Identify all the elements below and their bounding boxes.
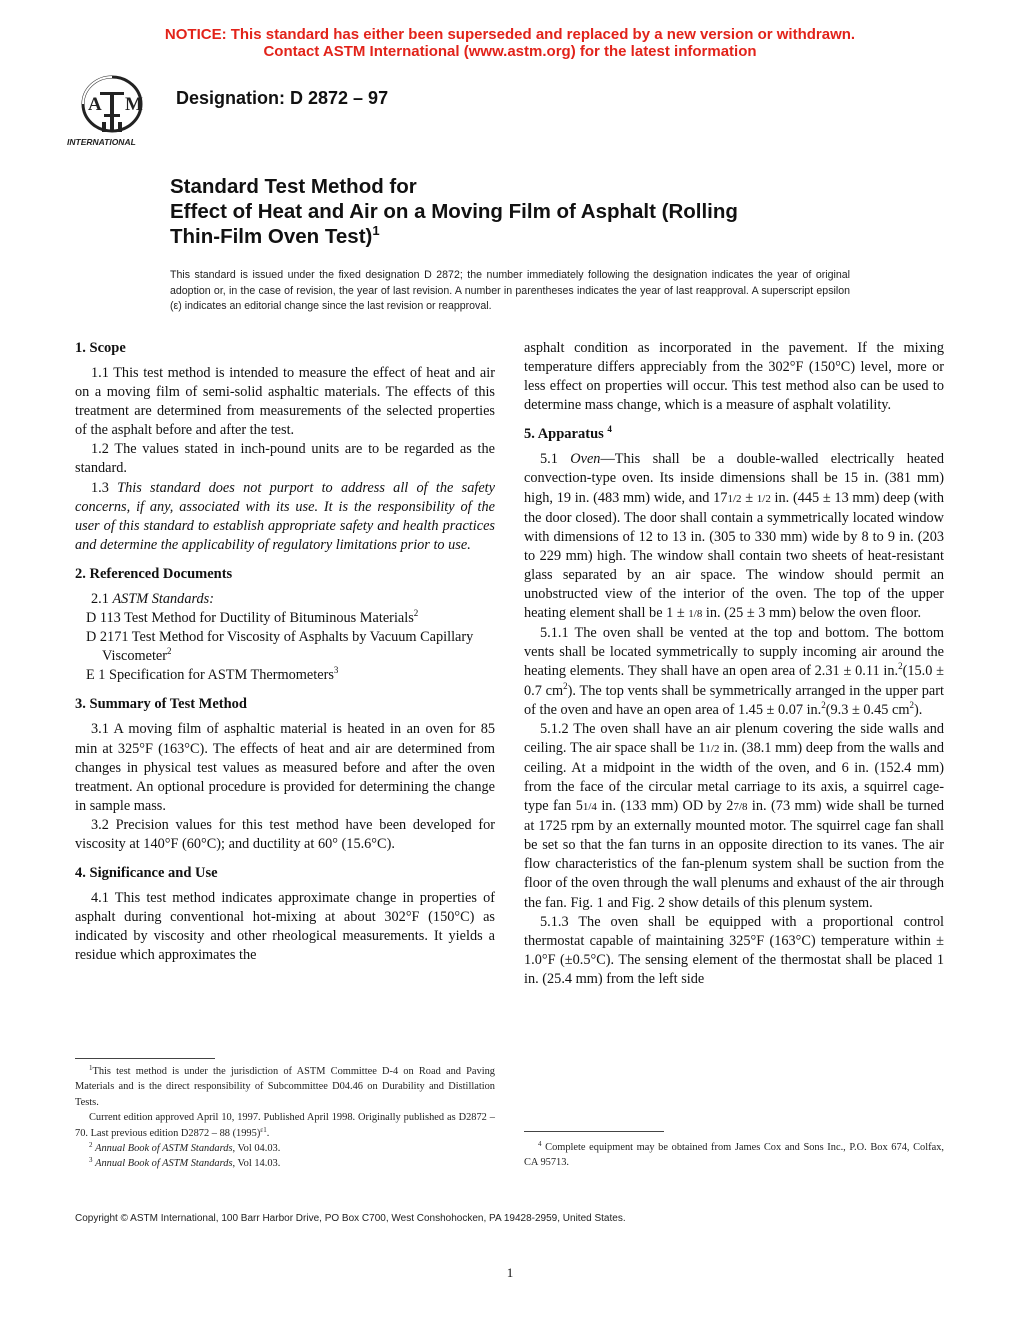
- sup-sq-4: 2: [909, 699, 914, 710]
- withdrawal-notice: [0, 26, 1020, 60]
- frac-quarter: 1/4: [582, 801, 597, 814]
- para-1-1: 1.1 This test method is intended to measure the effect of heat and air on a moving film of semi-solid asphaltic materials. The effects of this treatment are determined from measurements of the selected properties of the asphalt before and after the test.: [75, 365, 495, 439]
- sup-sq-1: 2: [898, 661, 903, 672]
- footnote-4-mark: 4: [538, 1140, 542, 1148]
- logo-letter-m: M: [125, 94, 143, 115]
- footnote-4: [524, 1140, 944, 1171]
- para-3-2: 3.2 Precision values for this test method have been developed for viscosity at 140°F (60°C); and ductility at 60° (15.6°C).: [75, 816, 495, 852]
- astm-logo: [62, 74, 162, 150]
- copyright: Copyright © ASTM International, 100 Barr Harbor Drive, PO Box C700, West Conshohocken, PA 19428-2959, United States.: [75, 1213, 626, 1224]
- footnote-2: [75, 1141, 495, 1156]
- footnote-2-book: Annual Book of ASTM Standards: [95, 1143, 233, 1155]
- para-5-1-d: in. (25 ± 3 mm) below the oven floor.: [702, 605, 922, 622]
- title-line-2: Effect of Heat and Air on a Moving Film of Asphalt (Rolling: [170, 200, 738, 223]
- para-1-3-num: 1.3: [91, 479, 109, 496]
- issued-note: This standard is issued under the fixed designation D 2872; the number immediately following the designation indicates the year of original adoption or, in the case of revision, the year of last revision. A number in parentheses indicates the year of last reapproval. A superscript epsilon (ε) indicates an editorial change since the last revision or reapproval.: [170, 269, 850, 312]
- ref-e1: [75, 666, 495, 685]
- frac-half-3: 1/2: [705, 742, 720, 755]
- para-5-1-1-c: ). The top vents shall be symmetrically arranged in the upper part of the oven and have an open area of 1.45 ± 0.07 in.: [524, 682, 944, 718]
- title-line-3-text: Thin-Film Oven Test): [170, 225, 373, 248]
- notice-line-1: NOTICE: This standard has either been superseded and replaced by a new version or withdrawn.: [164, 26, 856, 43]
- para-1-3: [75, 479, 495, 555]
- para-5-1-2-d: in. (73 mm) wide shall be turned at 1725 rpm by an externally mounted motor. The squirrel cage fan shall be set so that the fan turns in an opposite direction to its vanes. The air flow characteristics of the fan-plenum system shall be suction from the floor of the oven through the wall plenums and exhaust of the air through the fan. Fig. 1 and Fig. 2 show details of this plenum system.: [524, 798, 944, 911]
- right-column: [524, 339, 944, 989]
- ref-d113-text: D 113 Test Method for Ductility of Bituminous Materials: [86, 610, 414, 627]
- title-footnote-mark: 1: [372, 223, 380, 238]
- section-3-heading: 3. Summary of Test Method: [75, 696, 247, 713]
- frac-eighth: 1/8: [688, 608, 703, 621]
- para-5-1-1-b: (15.0 ± 0.7 cm: [524, 663, 944, 699]
- logo-subtitle: INTERNATIONAL: [67, 137, 136, 147]
- footnotes-left: [75, 1064, 495, 1172]
- title-line-3: [170, 224, 870, 249]
- para-1-2: 1.2 The values stated in inch-pound units are to be regarded as the standard.: [75, 441, 495, 477]
- title-line-1: Standard Test Method for: [170, 175, 417, 198]
- section-1-heading: 1. Scope: [75, 340, 126, 356]
- ref-d113-fn: 2: [413, 608, 419, 619]
- ref-d113: [75, 609, 495, 628]
- para-5-1-2: [524, 720, 944, 913]
- section-5-heading-text: 5. Apparatus: [524, 426, 604, 443]
- para-5-1-2-a: 5.1.2 The oven shall have an air plenum covering the side walls and ceiling. The air space shall be 1: [524, 720, 944, 756]
- footnote-3-book: Annual Book of ASTM Standards: [95, 1158, 233, 1170]
- para-5-1-1-e: ).: [913, 701, 923, 718]
- footnote-1: [75, 1064, 495, 1110]
- para-1-3-text: This standard does not purport to address all of the safety concerns, if any, associated with its use. It is the responsibility of the user of this standard to establish appropriate safety and health practices and determine the applicability of regulatory limitations prior to use.: [75, 479, 495, 553]
- section-5-fn: 4: [607, 424, 612, 435]
- para-5-1-c: in. (445 ± 13 mm) deep (with the door closed). The door shall contain a symmetrically located window with dimensions of 12 to 13 in. (305 to 330 mm) wide by 8 to 9 in. (203 to 229 mm) high. The window shall contain two sheets of heat-resistant glass separated by an air space. The window should permit an unobstructed view of the interior of the oven. The top of the upper heating element shall be 1 ±: [524, 489, 944, 622]
- footnote-rule-right: [524, 1131, 664, 1132]
- left-column: [75, 339, 495, 965]
- notice-line-2: Contact ASTM International (www.astm.org) for the latest information: [263, 43, 757, 60]
- footnote-3-vol: , Vol 14.03.: [232, 1158, 281, 1170]
- para-5-1-term: Oven: [570, 451, 601, 468]
- footnote-1-mark: 1: [89, 1064, 93, 1072]
- document-title: [170, 174, 870, 249]
- section-2-heading: 2. Referenced Documents: [75, 565, 233, 582]
- frac-half-2: 1/2: [756, 492, 771, 505]
- frac-seven-eighths: 7/8: [733, 801, 748, 814]
- ref-e1-text: E 1 Specification for ASTM Thermometers: [86, 667, 334, 684]
- footnote-4-text: Complete equipment may be obtained from James Cox and Sons Inc., P.O. Box 674, Colfax, CA 95713.: [524, 1142, 944, 1169]
- ref-e1-fn: 3: [333, 665, 339, 676]
- footnote-3: [75, 1156, 495, 1171]
- footnote-rule-left: [75, 1058, 215, 1059]
- para-3-1: 3.1 A moving film of asphaltic material is heated in an oven for 85 min at 325°F (163°C). The effects of heat and air are determined from changes in physical test values as measured before and after the oven treatment. An optional procedure is provided for determining the change in sample mass.: [75, 721, 495, 814]
- para-5-1-2-c: in. (133 mm) OD by 2: [596, 798, 734, 815]
- para-2-1-num: 2.1: [91, 590, 109, 607]
- para-5-1: [524, 450, 944, 624]
- designation: Designation: D 2872 – 97: [176, 88, 389, 108]
- para-5-1-1: [524, 624, 944, 719]
- para-5-1-1-d: (9.3 ± 0.45 cm: [825, 701, 910, 718]
- footnote-1b-sup: ε1: [260, 1125, 267, 1134]
- para-5-1-1-a: 5.1.1 The oven shall be vented at the top and bottom. The bottom vents shall be located symmetrically to supply incoming air around the heating elements. They shall have an open area of 2.31 ± 0.11 in.: [524, 625, 944, 680]
- para-5-1-a: —This shall be a double-walled electrically heated convection-type oven. Its inside dimensions shall be 15 in. (381 mm) high, 19 in. (483 mm) wide, and 17: [524, 451, 944, 506]
- page-number: 1: [506, 1265, 514, 1280]
- para-5-1-num: 5.1: [540, 451, 558, 468]
- para-5-1-b: ±: [741, 489, 757, 506]
- section-5-heading: [524, 425, 944, 444]
- footnote-1b-text: Current edition approved April 10, 1997. Published April 1998. Originally published as D2872 – 70. Last previous edition D2872 – 88 (1995): [75, 1112, 495, 1139]
- ref-d2171-text: D 2171 Test Method for Viscosity of Asphalts by Vacuum Capillary Viscometer: [86, 629, 474, 665]
- ref-d2171: [75, 628, 495, 666]
- footnotes-right: [524, 1140, 944, 1171]
- frac-half-1: 1/2: [727, 492, 742, 505]
- para-5-1-2-b: in. (38.1 mm) deep from the walls and ceiling. At a midpoint in the width of the oven, and 6 in. (152.4 mm) from the face of the circular metal carriage to its axis, a squirrel cage-type fan 5: [524, 739, 944, 815]
- footnote-1-text: This test method is under the jurisdiction of ASTM Committee D-4 on Road and Paving Materials and is the direct responsibility of Subcommittee D04.46 on Durability and Distillation Tests.: [75, 1066, 495, 1108]
- footnote-1b: [75, 1110, 495, 1141]
- logo-letter-a: A: [88, 94, 102, 115]
- para-2-1-text: ASTM Standards:: [112, 590, 214, 607]
- footnote-2-mark: 2: [89, 1141, 93, 1150]
- sup-sq-3: 2: [821, 699, 826, 710]
- para-4-1: 4.1 This test method indicates approximate change in properties of asphalt during conventional hot-mixing at about 302°F (150°C) as indicated by viscosity and other rheological measurements. It yields a residue which approximates the: [75, 890, 495, 964]
- para-5-1-3: 5.1.3 The oven shall be equipped with a proportional control thermostat capable of maintaining 325°F (163°C) temperature within ± 1.0°F (±0.5°C). The sensing element of the thermostat shall be placed 1 in. (25.4 mm) from the left side: [524, 913, 944, 987]
- astm-logo-mark: [62, 74, 162, 150]
- footnote-2-vol: , Vol 04.03.: [232, 1143, 281, 1155]
- ref-d2171-fn: 2: [167, 646, 172, 657]
- footnote-3-mark: 3: [89, 1156, 93, 1165]
- para-4-1-continued: asphalt condition as incorporated in the pavement. If the mixing temperature differs appreciably from the 302°F (150°C) level, more or less effect on properties will occur. This test method also can be used to determine mass change, which is a measure of asphalt volatility.: [524, 340, 944, 414]
- footnote-1b-end: .: [266, 1127, 270, 1139]
- sup-sq-2: 2: [563, 680, 568, 691]
- para-2-1: [75, 590, 495, 609]
- section-4-heading: 4. Significance and Use: [75, 865, 218, 882]
